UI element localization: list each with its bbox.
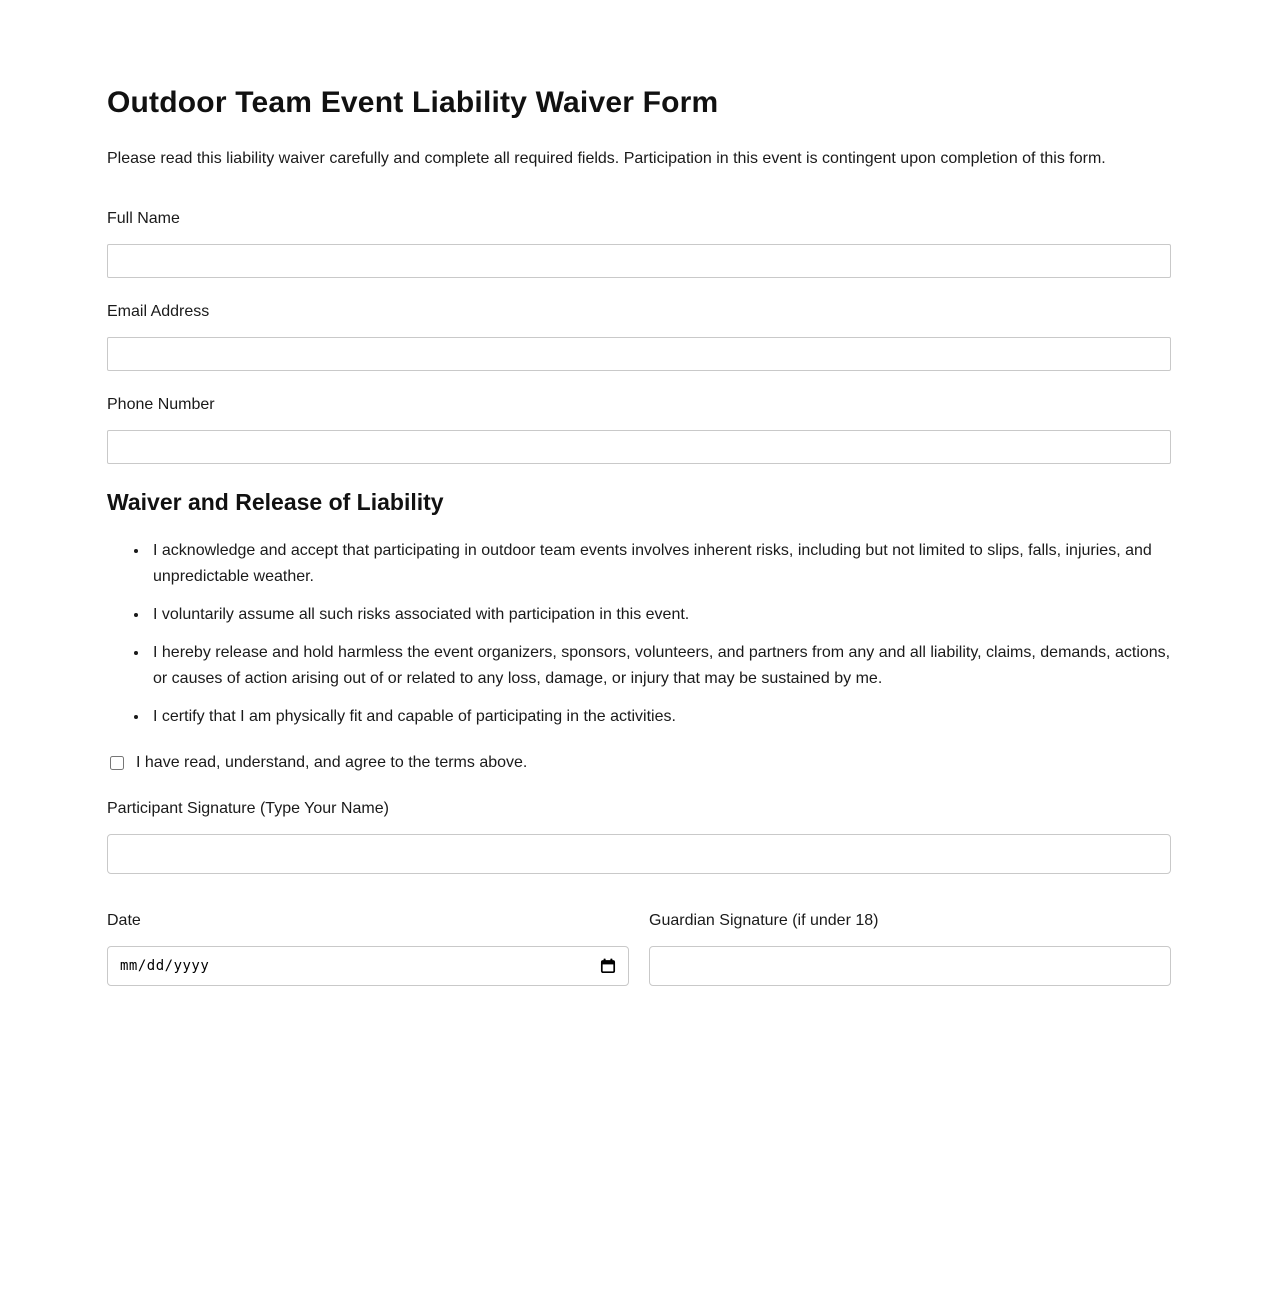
phone-input[interactable] bbox=[107, 430, 1171, 464]
full-name-label: Full Name bbox=[107, 210, 180, 228]
waiver-term: • I voluntarily assume all such risks associated with participation in this event. bbox=[149, 602, 1171, 628]
full-name-input[interactable] bbox=[107, 244, 1171, 278]
email-group bbox=[107, 303, 1171, 371]
participant-signature-group bbox=[107, 800, 1171, 874]
email-field[interactable] bbox=[107, 337, 1171, 371]
agreement-row bbox=[107, 754, 1171, 772]
liability-waiver-form bbox=[107, 0, 1171, 1106]
date-group bbox=[107, 912, 629, 986]
agree-checkbox[interactable] bbox=[110, 756, 124, 770]
phone-label: Phone Number bbox=[107, 396, 215, 414]
agree-checkbox-label[interactable]: I have read, understand, and agree to the terms above. bbox=[136, 754, 528, 772]
phone-group bbox=[107, 396, 1171, 464]
guardian-signature-label: Guardian Signature (if under 18) bbox=[649, 912, 879, 930]
guardian-signature-input[interactable] bbox=[649, 946, 1171, 986]
waiver-terms-list bbox=[107, 538, 1171, 730]
page-title: Outdoor Team Event Liability Waiver Form bbox=[107, 86, 719, 119]
waiver-term: • I hereby release and hold harmless the event organizers, sponsors, volunteers, and partners from any and all liability, claims, demands, actions, or causes of action arising out of or related to any loss, damage, or injury that may be sustained by me. bbox=[149, 640, 1171, 692]
waiver-section-heading: Waiver and Release of Liability bbox=[107, 489, 444, 516]
date-label: Date bbox=[107, 912, 141, 930]
full-name-group bbox=[107, 210, 1171, 278]
waiver-term: • I acknowledge and accept that participating in outdoor team events involves inherent risks, including but not limited to slips, falls, injuries, and unpredictable weather. bbox=[149, 538, 1171, 590]
calendar-icon[interactable] bbox=[600, 958, 616, 974]
participant-signature-label: Participant Signature (Type Your Name) bbox=[107, 800, 389, 818]
date-placeholder[interactable]: mm/dd/yyyy bbox=[120, 958, 210, 975]
date-input[interactable] bbox=[107, 946, 629, 986]
form-intro-text: Please read this liability waiver carefully and complete all required fields. Participation in this event is contingent upon completion of this form. bbox=[107, 150, 1106, 167]
participant-signature-input[interactable] bbox=[107, 834, 1171, 874]
waiver-term: • I certify that I am physically fit and capable of participating in the activities. bbox=[149, 704, 1171, 730]
guardian-signature-group bbox=[649, 912, 1171, 986]
email-label: Email Address bbox=[107, 303, 210, 321]
date-guardian-row bbox=[107, 912, 1171, 986]
